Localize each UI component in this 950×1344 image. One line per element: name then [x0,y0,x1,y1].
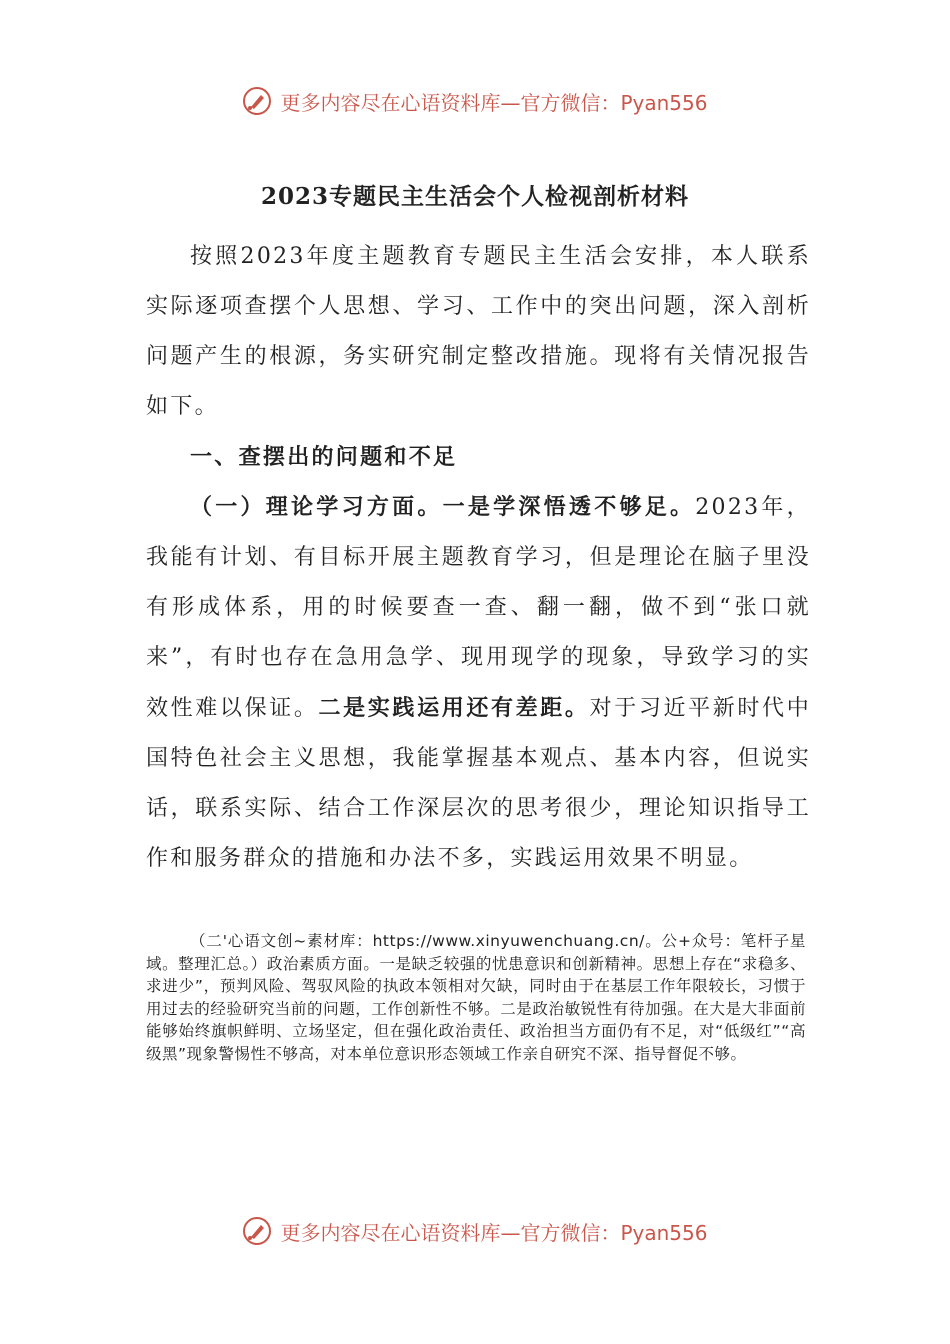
intro-paragraph: 按照2023年度主题教育专题民主生活会安排，本人联系实际逐项查摆个人思想、学习、工作中的突出问题，深入剖析问题产生的根源，务实研究制定整改措施。现将有关情况报告如下。 [146,244,811,419]
point2-text: 对于习近平新时代中国特色社会主义思想，我能掌握基本观点、基本内容，但说实话，联系实际、结合工作深层次的思考很少，理论知识指导工作和服务群众的措施和办法不多，实践运用效果不明显。 [146,696,811,871]
point1-label: 一是学深悟透不够足。 [442,494,696,520]
watermark-text: 更多内容尽在心语资料库—官方微信：Pyan556 [280,1220,708,1245]
document-title: 2023专题民主生活会个人检视剖析材料 [260,183,689,210]
political-quality-paragraph: （二'心语文创~素材库：https://www.xinyuwenchuang.cn/。公+众号：笔杆子星域。整理汇总。）政治素质方面。一是缺乏较强的忧患意识和创新精神。思想上存在“求稳多、求进少”，预判风险、驾驭风险的执政本领相对欠缺，同时由于在基层工作年限较长，习惯于用过去的经验研究当前的问题，工作创新性不够。二是政治敏锐性有待加强。在大是大非面前能够始终旗帜鲜明、立场坚定，但在强化政治责任、政治担当方面仍有不足，对“低级红”“高级黑”现象警惕性不够高，对本单位意识形态领域工作亲自研究不深、指导督促不够。 [146,932,806,1063]
theory-study-paragraph [146,482,811,884]
point1-text: 2023年，我能有计划、有目标开展主题教育学习，但是理论在脑子里没有形成体系，用的时候要查一查、翻一翻，做不到“张口就来”，有时也存在急用急学、现用现学的现象，导致学习的实效性难以保证。 [146,495,811,721]
watermark-bottom [0,1216,950,1246]
watermark-top [0,86,950,116]
pen-nib-icon [242,86,272,116]
section-heading: 一、查摆出的问题和不足 [190,444,458,470]
watermark-text: 更多内容尽在心语资料库—官方微信：Pyan556 [280,90,708,115]
document-body [146,232,811,884]
point2-label: 二是实践运用还有差距。 [318,695,590,721]
sub1-label: （一）理论学习方面。 [190,494,443,520]
pen-nib-icon [242,1216,272,1246]
